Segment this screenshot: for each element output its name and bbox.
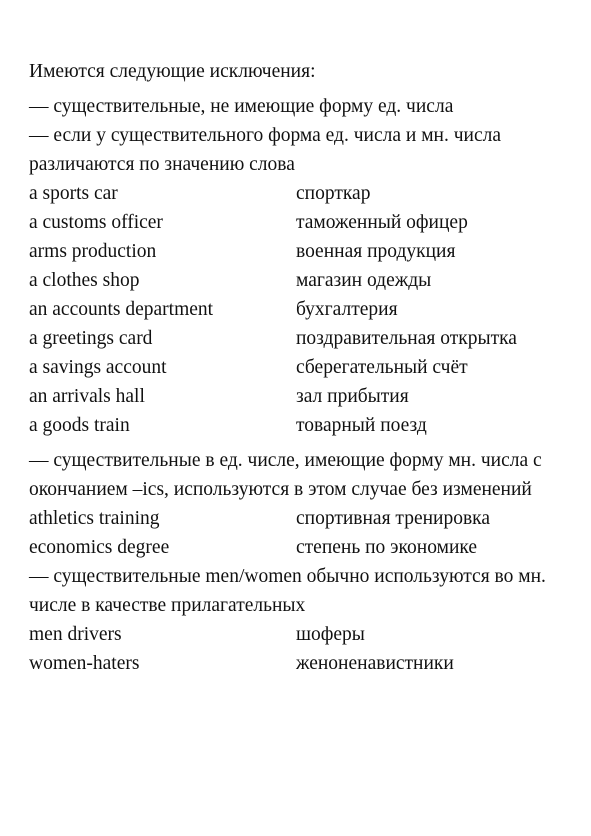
example-ru: зал прибытия (296, 386, 409, 407)
example-row (29, 237, 574, 266)
example-row (29, 649, 574, 678)
example-row (29, 324, 574, 353)
rule-1: — существительные, не имеющие форму ед. числа (29, 96, 454, 117)
example-row (29, 266, 574, 295)
example-ru: магазин одежды (296, 270, 432, 291)
example-ru: спорткар (296, 183, 371, 204)
document-page (29, 57, 574, 678)
example-list-1 (29, 179, 574, 440)
example-list-3 (29, 620, 574, 678)
example-en: a clothes shop (29, 270, 140, 291)
example-en: men drivers (29, 624, 122, 645)
rule-3: — существительные в ед. числе, имеющие форму мн. числа с окончанием –ics, используются в этом случае без изменений (29, 450, 542, 500)
example-row (29, 208, 574, 237)
example-row (29, 382, 574, 411)
example-row (29, 533, 574, 562)
example-ru: степень по экономике (296, 537, 478, 558)
rule-4: — существительные men/women обычно используются во мн. числе в качестве прилагательных (29, 566, 546, 616)
example-en: athletics training (29, 508, 160, 529)
example-en: an arrivals hall (29, 386, 145, 407)
example-en: economics degree (29, 537, 170, 558)
example-ru: военная продукция (296, 241, 456, 262)
example-en: women-haters (29, 653, 140, 674)
example-ru: бухгалтерия (296, 299, 398, 320)
example-row (29, 504, 574, 533)
example-ru: поздравительная открытка (296, 328, 517, 349)
example-ru: таможенный офицер (296, 212, 468, 233)
example-row (29, 620, 574, 649)
example-row (29, 295, 574, 324)
example-row (29, 179, 574, 208)
example-row (29, 411, 574, 440)
example-ru: сберегательный счёт (296, 357, 468, 378)
example-en: a goods train (29, 415, 130, 436)
example-en: a greetings card (29, 328, 153, 349)
example-en: a savings account (29, 357, 167, 378)
example-en: an accounts department (29, 299, 214, 320)
example-list-2 (29, 504, 574, 562)
example-en: arms production (29, 241, 157, 262)
example-en: a customs officer (29, 212, 163, 233)
example-ru: спортивная тренировка (296, 508, 491, 529)
rule-2: — если у существительного форма ед. числа и мн. числа различаются по значению слова (29, 125, 502, 175)
example-en: a sports car (29, 183, 118, 204)
intro-text: Имеются следующие исключения: (29, 61, 316, 82)
example-ru: товарный поезд (296, 415, 427, 436)
example-row (29, 353, 574, 382)
example-ru: женоненавистники (296, 653, 454, 674)
example-ru: шоферы (296, 624, 365, 645)
